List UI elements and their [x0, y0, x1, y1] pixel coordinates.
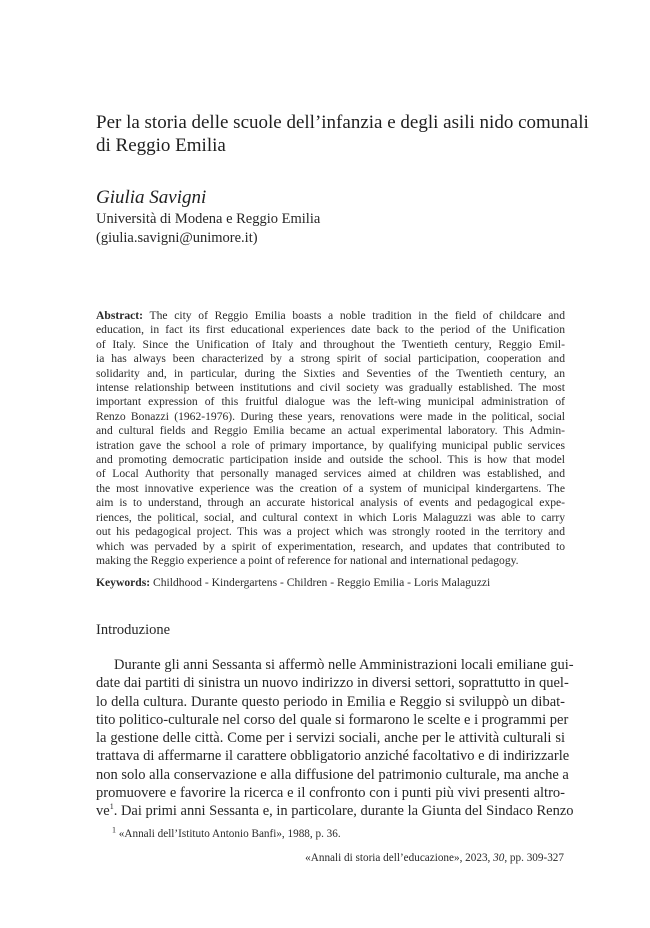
footnote-text: «Annali dell’Istituto Antonio Banfi», 1988, p. 36. — [118, 828, 341, 840]
abstract-line — [96, 309, 565, 323]
abstract-line — [96, 352, 565, 366]
abstract-line-text: of Local Authority that personally managed services aimed at children was established, and — [96, 467, 565, 481]
abstract-line-text: solidarity and, in particular, during the Sixties and Seventies of the Twentieth century, an — [96, 366, 565, 380]
body-line: la gestione delle città. Come per i servizi sociali, anche per le attività culturali si — [96, 730, 565, 747]
abstract-line-text: and cultural fields and Reggio Emilia became an actual experimental laboratory. This Admin- — [96, 424, 565, 438]
abstract-line-text: important expression of this fruitful dialogue was the left-wing municipal administration of — [96, 395, 565, 409]
abstract-line-text: aim is to understand, through an accurate historical analysis of events and pedagogical expe- — [96, 496, 565, 510]
author-name: Giulia Savigni — [96, 187, 207, 208]
body-line: promuovere e favorire la ricerca e il confronto con i punti più vivi presenti altro- — [96, 785, 565, 802]
footnote — [112, 825, 341, 840]
abstract-line-text: making the Reggio experience a point of reference for national and international pedagogy. — [96, 553, 519, 567]
title-line: Per la storia delle scuole dell’infanzia e degli asili nido comunali — [96, 112, 589, 133]
abstract-line-text: intense relationship between institutions and civil society was gradually established. The most — [96, 381, 565, 395]
abstract-line — [96, 367, 565, 381]
footnote-mark: 1 — [112, 825, 116, 835]
abstract-label: Abstract: — [96, 309, 144, 322]
abstract-line — [96, 540, 565, 554]
abstract-line-text: which was pervaded by a spirit of experimentation, research, and updates that contributed to — [96, 539, 565, 553]
abstract-line-text: istration gave the school a role of primary importance, by qualifying municipal public services — [96, 438, 565, 452]
abstract-line — [96, 496, 565, 510]
abstract-line — [96, 395, 565, 409]
abstract-line — [96, 338, 565, 352]
article-title — [96, 111, 589, 157]
abstract-line-text: Renzo Bonazzi (1962-1976). During these years, renovations were made in the political, social — [96, 409, 565, 423]
abstract-line-text: out his pedagogical project. This was a project which was strongly rooted in the territory and — [96, 525, 565, 539]
abstract-line — [96, 439, 565, 453]
keywords-label: Keywords: — [96, 576, 151, 589]
abstract-line-text: ia has always been characterized by a strong spirit of social participation, cooperation and — [96, 352, 565, 366]
body-paragraph — [96, 656, 574, 821]
abstract-line — [96, 410, 565, 424]
abstract-line — [96, 482, 565, 496]
abstract-line-text: education, in fact its first educational experiences date back to the period of the Unification — [96, 323, 565, 337]
keywords-text: Childhood - Kindergartens - Children - Reggio Emilia - Loris Malaguzzi — [153, 576, 491, 589]
abstract-line-text: The city of Reggio Emilia boasts a noble tradition in the field of childcare and — [149, 309, 565, 322]
abstract-line-text: of Italy. Since the Unification of Italy and throughout the Twentieth century, Reggio Emil- — [96, 337, 565, 351]
abstract-line — [96, 453, 565, 467]
affiliation: Università di Modena e Reggio Emilia — [96, 211, 321, 227]
citation-prefix: «Annali di storia dell’educazione», 2023, — [305, 852, 494, 864]
citation-volume: 30 — [493, 852, 505, 864]
journal-citation — [305, 852, 564, 864]
author-email: (giulia.savigni@unimore.it) — [96, 230, 258, 246]
body-line — [96, 802, 574, 820]
title-line: di Reggio Emilia — [96, 135, 226, 156]
abstract-line-text: the most innovative experience was the creation of a system of municipal kindergartens. The — [96, 481, 565, 495]
abstract-line — [96, 323, 565, 337]
abstract-line — [96, 554, 565, 568]
footnote-reference[interactable]: 1 — [109, 802, 114, 812]
abstract-line — [96, 525, 565, 539]
body-line: non solo alla conservazione e alla diffusione del patrimonio culturale, ma anche a — [96, 766, 569, 783]
body-line-text: ve — [96, 803, 110, 820]
keywords — [96, 576, 490, 590]
body-line: trattava di affermarne il carattere obbligatorio anziché facoltativo e di indirizzarle — [96, 748, 570, 765]
abstract-line — [96, 467, 565, 481]
author-affiliation-block — [96, 210, 320, 248]
body-line: Durante gli anni Sessanta si affermò nelle Amministrazioni locali emiliane gui- — [114, 657, 574, 673]
abstract-line-text: and promoting democratic participation inside and outside the school. This is how that model — [96, 453, 565, 467]
abstract-line-text: riences, the political, social, and cultural context in which Loris Malaguzzi was able to carry — [96, 510, 565, 524]
citation-suffix: , pp. 309-327 — [504, 852, 564, 864]
abstract-line — [96, 381, 565, 395]
abstract — [96, 309, 565, 568]
body-line: date dai partiti di sinistra un nuovo indirizzo in diversi settori, soprattutto in quel- — [96, 675, 569, 692]
body-line-text: . Dai primi anni Sessanta e, in particolare, durante la Giunta del Sindaco Renzo — [113, 803, 574, 820]
abstract-line — [96, 511, 565, 525]
abstract-line — [96, 424, 565, 438]
body-line: tito politico-culturale nel corso del quale si formarono le scelte e i programmi per — [96, 711, 569, 728]
body-line: lo della cultura. Durante questo periodo in Emilia e Reggio si sviluppò un dibat- — [96, 693, 565, 710]
section-heading: Introduzione — [96, 622, 171, 638]
